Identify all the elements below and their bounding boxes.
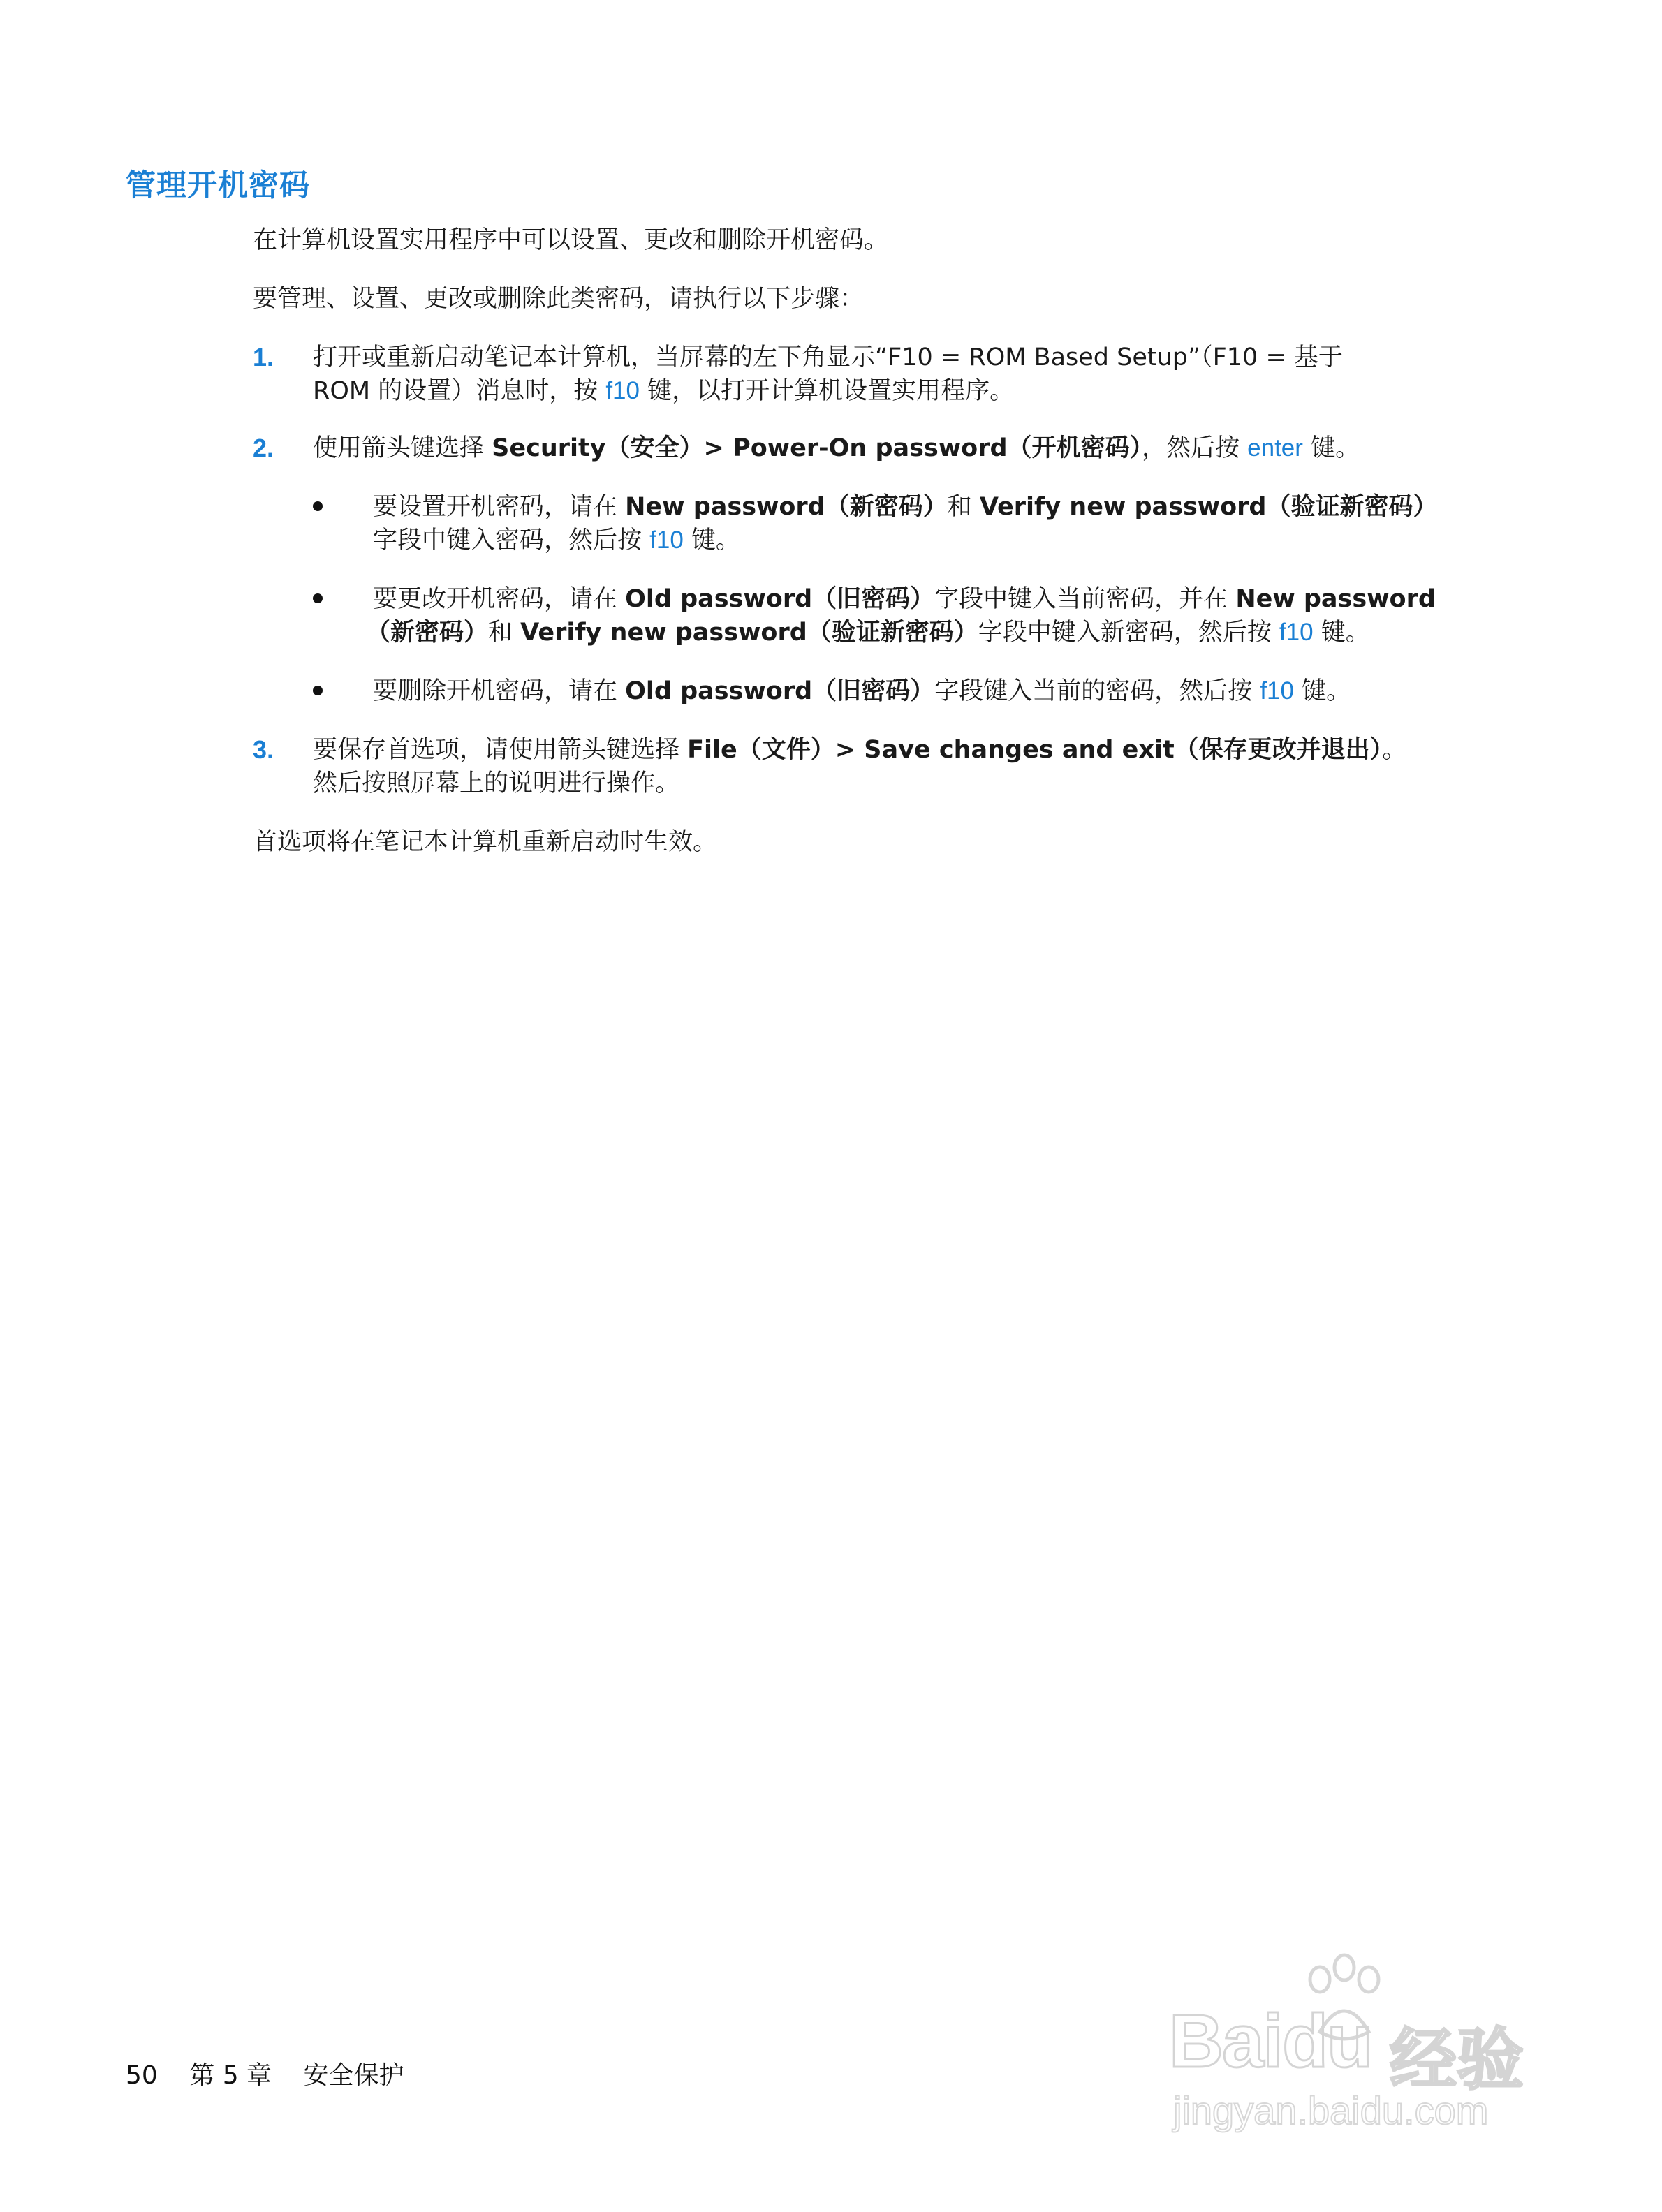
key-name: f10 [605, 377, 640, 404]
step-number: 2. [253, 434, 274, 462]
field-name: Old password（旧密码） [625, 677, 935, 705]
bullet-body [366, 582, 1504, 649]
bullet-text: 字段中键入当前密码，并在 [934, 585, 1236, 613]
bullet-text: 要删除开机密码，请在 [373, 677, 626, 705]
bullet-text: 字段键入当前的密码，然后按 [934, 677, 1260, 705]
field-name: （新密码） [366, 619, 489, 647]
bullet-text: 字段中键入密码，然后按 [373, 526, 650, 554]
step-number: 1. [253, 343, 274, 371]
step-text: ，然后按 [1142, 434, 1248, 462]
page-footer [126, 2056, 428, 2091]
key-name: f10 [649, 526, 684, 554]
step-number: 3. [253, 735, 274, 764]
baidu-jingyan-watermark [1159, 1948, 1550, 2137]
bullet-line [373, 524, 1504, 557]
step-line: 然后按照屏幕上的说明进行操作。 [313, 769, 680, 797]
menu-path: File（文件）> Save changes and exit（保存更改并退出） [687, 736, 1383, 764]
bullet-text: 要设置开机密码，请在 [373, 493, 626, 521]
bullet-line [373, 582, 1504, 616]
bullet-dot [313, 593, 323, 603]
chapter-title: 安全保护 [303, 2061, 404, 2090]
step-text: 使用箭头键选择 [313, 434, 492, 462]
step-line [313, 374, 1500, 408]
step-body [313, 733, 1500, 800]
step-line [313, 733, 1500, 767]
page-number: 50 [126, 2061, 158, 2090]
watermark-cn: 经验 [1390, 2021, 1524, 2099]
bullet-text: 字段中键入新密码，然后按 [978, 619, 1279, 647]
bullet-text: 和 [488, 619, 521, 647]
step-text: ROM 的设置）消息时，按 [313, 377, 606, 405]
field-name: New password（新密码） [625, 493, 948, 521]
section-title: 管理开机密码 [126, 168, 310, 203]
bullet-text: 键。 [683, 526, 740, 554]
field-name: Verify new password（验证新密码） [979, 493, 1438, 521]
bullet-text: 键。 [1313, 619, 1370, 647]
step-text: 键，以打开计算机设置实用程序。 [639, 377, 1015, 405]
key-name: f10 [1279, 619, 1314, 646]
bullet-text: 要更改开机密码，请在 [373, 585, 626, 613]
step-body [313, 432, 1500, 465]
bullet-text: 键。 [1293, 677, 1351, 705]
bullet-dot [313, 686, 323, 695]
bullet-line [366, 616, 1504, 649]
bullet-text: 和 [947, 493, 980, 521]
bullet-line [373, 490, 1504, 524]
bullet-dot [313, 501, 323, 511]
step-text: 键。 [1302, 434, 1360, 462]
bullet-body [373, 490, 1504, 557]
step-line: 打开或重新启动笔记本计算机，当屏幕的左下角显示“F10 = ROM Based Setup”（F10 = 基于 [313, 344, 1343, 371]
key-name: enter [1247, 434, 1303, 462]
closing-paragraph: 首选项将在笔记本计算机重新启动时生效。 [253, 828, 718, 856]
field-name: Verify new password（验证新密码） [520, 619, 978, 647]
intro-paragraph-1: 在计算机设置实用程序中可以设置、更改和删除开机密码。 [253, 226, 889, 254]
key-name: f10 [1260, 677, 1294, 705]
step-body [313, 341, 1500, 408]
watermark-logo: Baidu [1169, 1998, 1372, 2083]
menu-path: Security（安全）> Power-On password（开机密码） [492, 434, 1142, 462]
step-text: 。 [1382, 736, 1407, 764]
step-text: 要保存首选项，请使用箭头键选择 [313, 736, 688, 764]
chapter-label: 第 5 章 [189, 2061, 272, 2090]
watermark-url: jingyan.baidu.com [1173, 2088, 1489, 2132]
bullet-body [373, 674, 1504, 708]
field-name: New password [1235, 585, 1436, 613]
field-name: Old password（旧密码） [625, 585, 935, 613]
intro-paragraph-2: 要管理、设置、更改或删除此类密码，请执行以下步骤： [253, 285, 865, 313]
